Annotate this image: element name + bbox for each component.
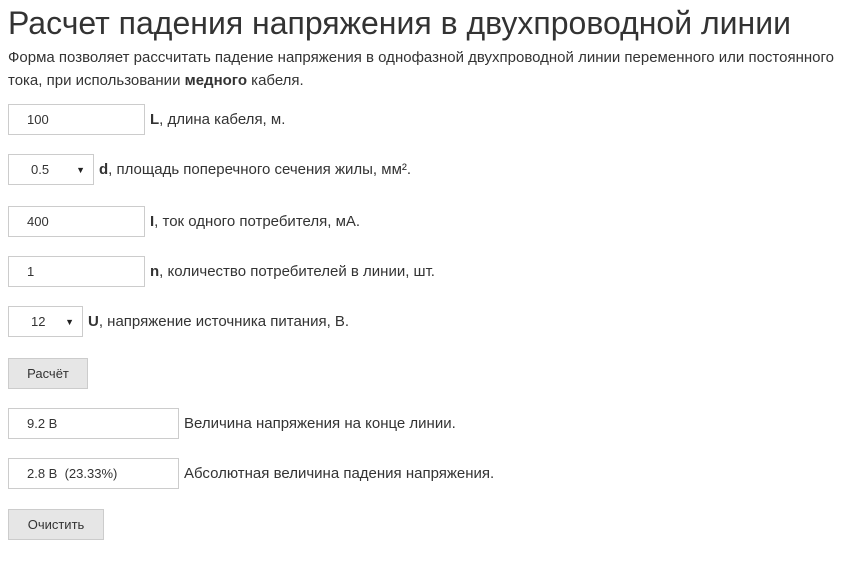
section-select[interactable] <box>8 154 94 185</box>
end-voltage-row <box>8 408 456 439</box>
voltage-drop-output[interactable] <box>8 458 179 489</box>
count-input[interactable] <box>8 256 145 287</box>
end-voltage-output[interactable] <box>8 408 179 439</box>
description-text: Форма позволяет рассчитать падение напряжения в однофазной двухпроводной линии переменного или постоянного тока, при использовании <box>8 49 834 89</box>
length-input[interactable] <box>8 104 145 135</box>
description-bold: медного <box>184 72 248 89</box>
current-row <box>8 206 360 237</box>
drop-row <box>8 458 494 489</box>
section-label <box>99 161 411 178</box>
count-text: , количество потребителей в линии, шт. <box>159 263 435 280</box>
section-text: , площадь поперечного сечения жилы, мм². <box>108 161 412 178</box>
count-symbol: n <box>150 263 160 280</box>
section-symbol: d <box>99 161 109 178</box>
caret-down-icon: ▼ <box>76 164 85 175</box>
description <box>8 46 838 92</box>
voltage-text: , напряжение источника питания, В. <box>98 313 350 330</box>
section-row <box>8 154 411 185</box>
voltage-drop-label: Абсолютная величина падения напряжения. <box>184 465 495 482</box>
voltage-symbol: U <box>88 313 99 330</box>
length-symbol: L <box>150 111 160 128</box>
calculate-button[interactable]: Расчёт <box>8 358 88 389</box>
clear-button[interactable]: Очистить <box>8 509 104 540</box>
voltage-select[interactable] <box>8 306 83 337</box>
count-row <box>8 256 435 287</box>
caret-down-icon: ▼ <box>65 316 74 327</box>
voltage-row <box>8 306 349 337</box>
voltage-label <box>88 313 349 330</box>
current-symbol: I <box>150 213 155 230</box>
length-text: , длина кабеля, м. <box>159 111 286 128</box>
length-label <box>150 111 285 128</box>
section-selected-value: 0.5 <box>31 162 50 177</box>
voltage-selected-value: 12 <box>31 314 46 329</box>
current-input[interactable] <box>8 206 145 237</box>
page-title: Расчет падения напряжения в двухпроводной линии <box>8 5 791 41</box>
end-voltage-label: Величина напряжения на конце линии. <box>184 415 456 432</box>
length-row <box>8 104 285 135</box>
current-text: , ток одного потребителя, мА. <box>154 213 361 230</box>
description-tail: кабеля. <box>247 72 304 89</box>
count-label <box>150 263 435 280</box>
current-label <box>150 213 360 230</box>
